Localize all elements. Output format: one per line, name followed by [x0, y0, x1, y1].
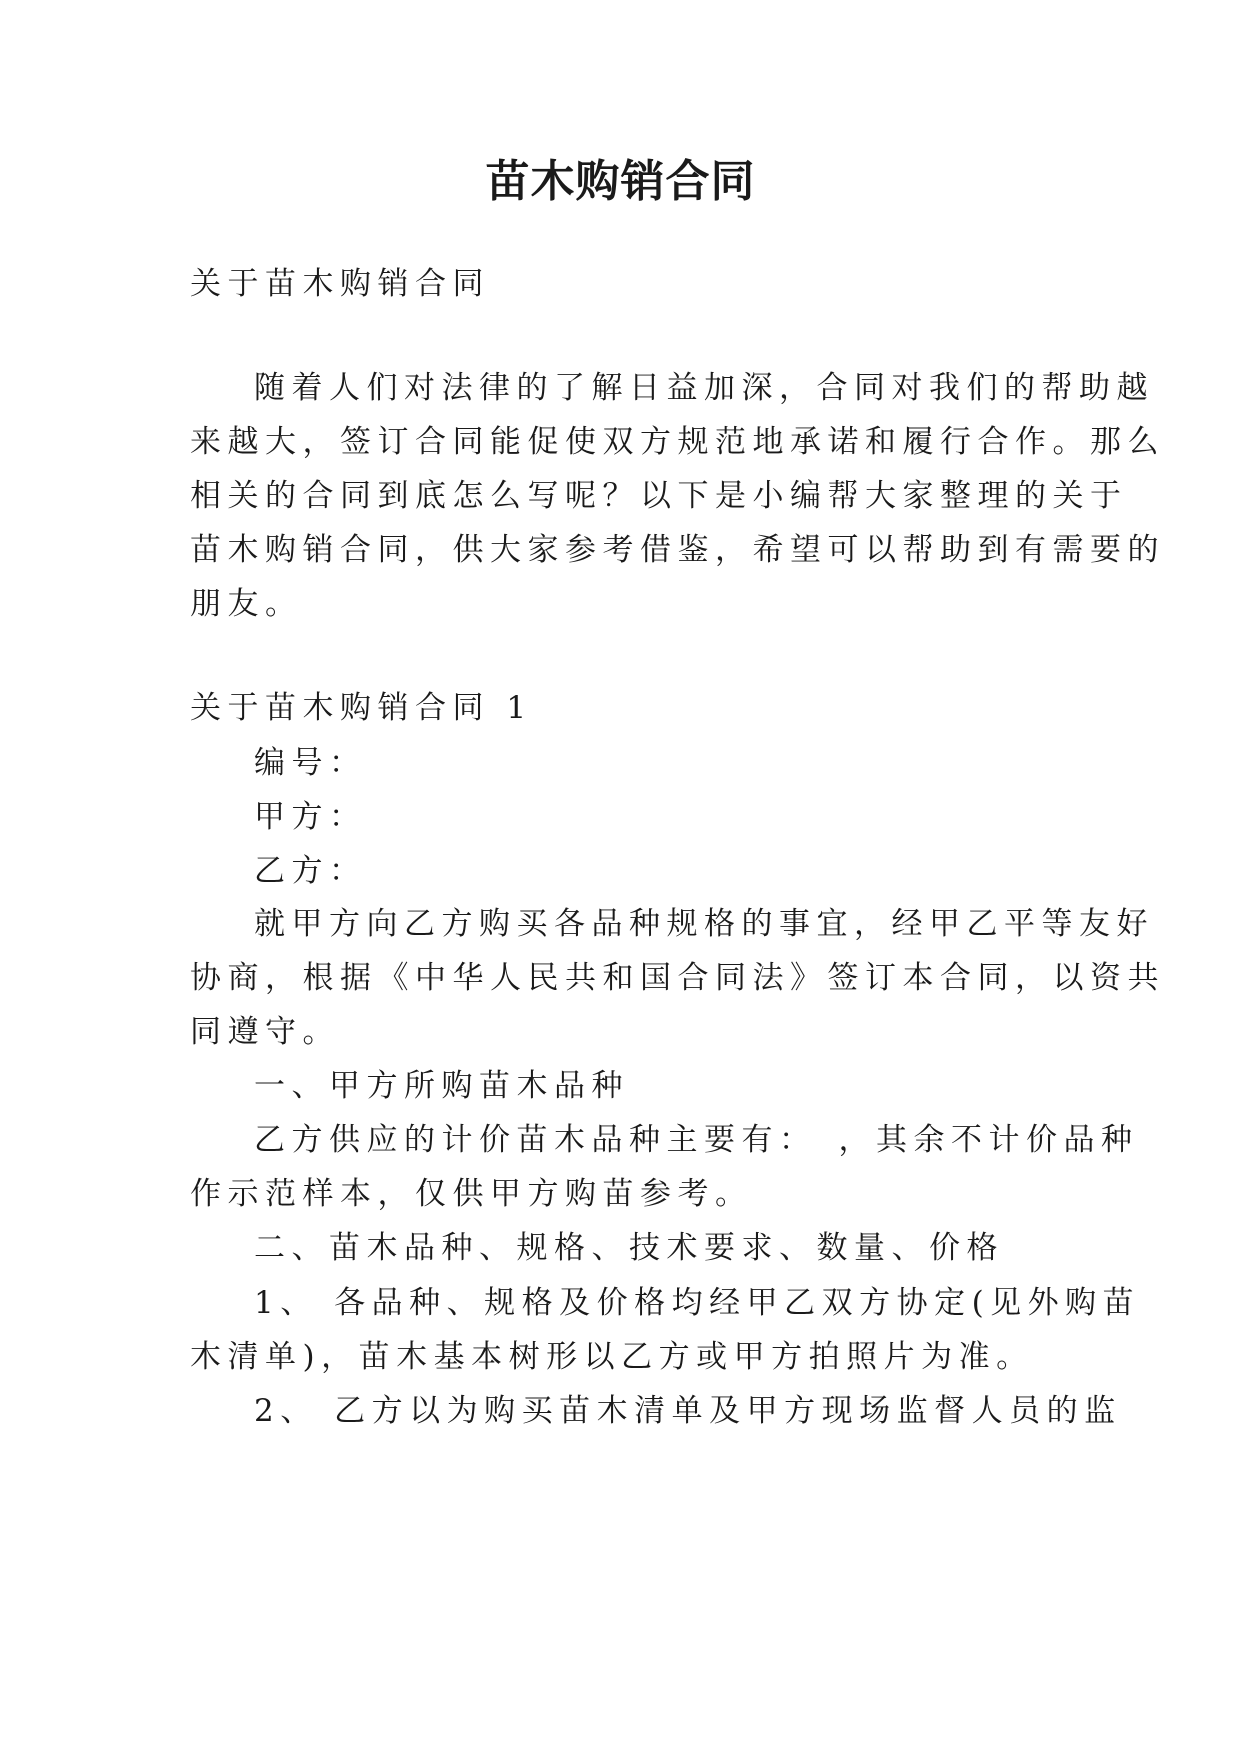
clause-2-heading: 二、苗木品种、规格、技术要求、数量、价格 [254, 1230, 1004, 1266]
clause-2-item-2-line-1: 2、 乙方以为购买苗木清单及甲方现场监督人员的监 [254, 1393, 1122, 1429]
preamble-line-3: 同遵守。 [190, 1014, 340, 1050]
field-number: 编号： [254, 745, 367, 781]
clause-1-line-2: 作示范样本，仅供甲方购苗参考。 [190, 1176, 753, 1212]
intro-line-2: 来越大，签订合同能促使双方规范地承诺和履行合作。那么 [190, 424, 1165, 460]
field-party-a: 甲方： [254, 799, 367, 835]
intro-line-1: 随着人们对法律的了解日益加深，合同对我们的帮助越 [254, 370, 1154, 406]
clause-2-item-1-line-2: 木清单)，苗木基本树形以乙方或甲方拍照片为准。 [190, 1339, 1034, 1375]
clause-1-line-1: 乙方供应的计价苗木品种主要有： ，其余不计价品种 [254, 1122, 1139, 1158]
clause-1-heading: 一、甲方所购苗木品种 [254, 1068, 629, 1104]
clause-2-item-1-line-1: 1、 各品种、规格及价格均经甲乙双方协定(见外购苗 [254, 1285, 1141, 1321]
intro-line-3: 相关的合同到底怎么写呢？以下是小编帮大家整理的关于 [190, 478, 1128, 514]
subtitle: 关于苗木购销合同 [190, 266, 490, 302]
intro-line-4: 苗木购销合同，供大家参考借鉴，希望可以帮助到有需要的 [190, 532, 1165, 568]
document-title: 苗木购销合同 [485, 156, 756, 207]
preamble-line-2: 协商，根据《中华人民共和国合同法》签订本合同，以资共 [190, 960, 1165, 996]
section-heading: 关于苗木购销合同 1 [190, 690, 533, 726]
preamble-line-1: 就甲方向乙方购买各品种规格的事宜，经甲乙平等友好 [254, 906, 1154, 942]
field-party-b: 乙方： [254, 853, 367, 889]
intro-line-5: 朋友。 [190, 586, 303, 622]
